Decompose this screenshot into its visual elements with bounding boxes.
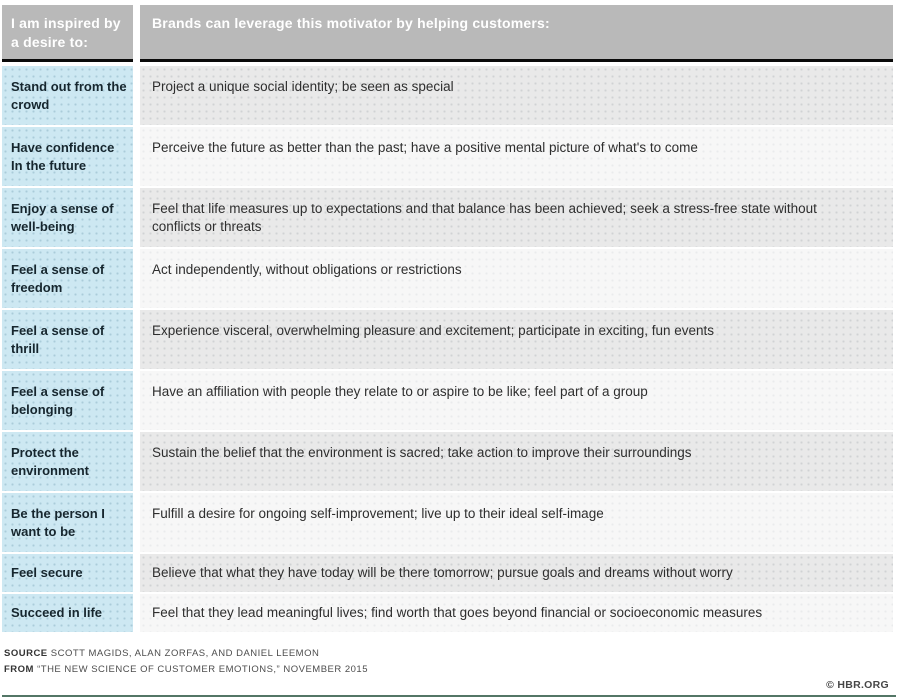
table-row	[2, 371, 893, 430]
header-motivator-cell	[2, 5, 133, 59]
description-cell: Believe that what they have today will be there tomorrow; pursue goals and dreams without worry	[140, 554, 893, 592]
description-cell: Act independently, without obligations or restrictions	[140, 249, 893, 308]
motivator-cell: Succeed in life	[2, 594, 133, 632]
from-label: FROM	[4, 664, 34, 675]
table-row	[2, 493, 893, 552]
table-row	[2, 310, 893, 369]
source-line	[4, 646, 893, 662]
description-cell: Feel that life measures up to expectations and that balance has been achieved; seek a stress-free state without conflicts or threats	[140, 188, 893, 247]
header-description-cell: Brands can leverage this motivator by helping customers:	[140, 5, 893, 59]
motivator-cell: Feel a sense of freedom	[2, 249, 133, 308]
motivator-cell: Enjoy a sense of well-being	[2, 188, 133, 247]
table-row	[2, 594, 893, 632]
table-row	[2, 249, 893, 308]
header-divider-left	[2, 59, 133, 62]
table-row	[2, 127, 893, 186]
source-text: SCOTT MAGIDS, ALAN ZORFAS, AND DANIEL LEEMON	[47, 648, 320, 659]
table-row	[2, 188, 893, 247]
description-cell: Sustain the belief that the environment is sacred; take action to improve their surroundings	[140, 432, 893, 491]
table-row	[2, 66, 893, 125]
motivator-cell: Feel secure	[2, 554, 133, 592]
from-line	[4, 662, 893, 678]
motivator-cell: Be the person I want to be	[2, 493, 133, 552]
description-cell: Experience visceral, overwhelming pleasure and excitement; participate in exciting, fun events	[140, 310, 893, 369]
header-divider-right	[140, 59, 893, 62]
table-row	[2, 432, 893, 491]
motivator-cell: Feel a sense of thrill	[2, 310, 133, 369]
description-cell: Have an affiliation with people they relate to or aspire to be like; feel part of a group	[140, 371, 893, 430]
table-row	[2, 554, 893, 592]
motivator-cell: Have confidence In the future	[2, 127, 133, 186]
header-motivator-line2: a desire to:	[11, 34, 89, 50]
header-divider	[2, 59, 893, 62]
description-cell: Fulfill a desire for ongoing self-improvement; live up to their ideal self-image	[140, 493, 893, 552]
source-label: SOURCE	[4, 648, 48, 659]
header-motivator-line1: I am inspired by	[11, 15, 121, 31]
bottom-accent-bar	[2, 695, 896, 697]
source-note	[4, 646, 893, 678]
table-header-row	[2, 5, 893, 59]
motivator-cell: Stand out from the crowd	[2, 66, 133, 125]
description-cell: Project a unique social identity; be seen as special	[140, 66, 893, 125]
description-cell: Feel that they lead meaningful lives; find worth that goes beyond financial or socioeconomic measures	[140, 594, 893, 632]
hbr-credit: © HBR.ORG	[826, 679, 889, 691]
motivator-cell: Protect the environment	[2, 432, 133, 491]
from-text: “THE NEW SCIENCE OF CUSTOMER EMOTIONS,” NOVEMBER 2015	[33, 664, 368, 675]
table-body	[2, 66, 893, 632]
motivator-cell: Feel a sense of belonging	[2, 371, 133, 430]
description-cell: Perceive the future as better than the past; have a positive mental picture of what's to come	[140, 127, 893, 186]
